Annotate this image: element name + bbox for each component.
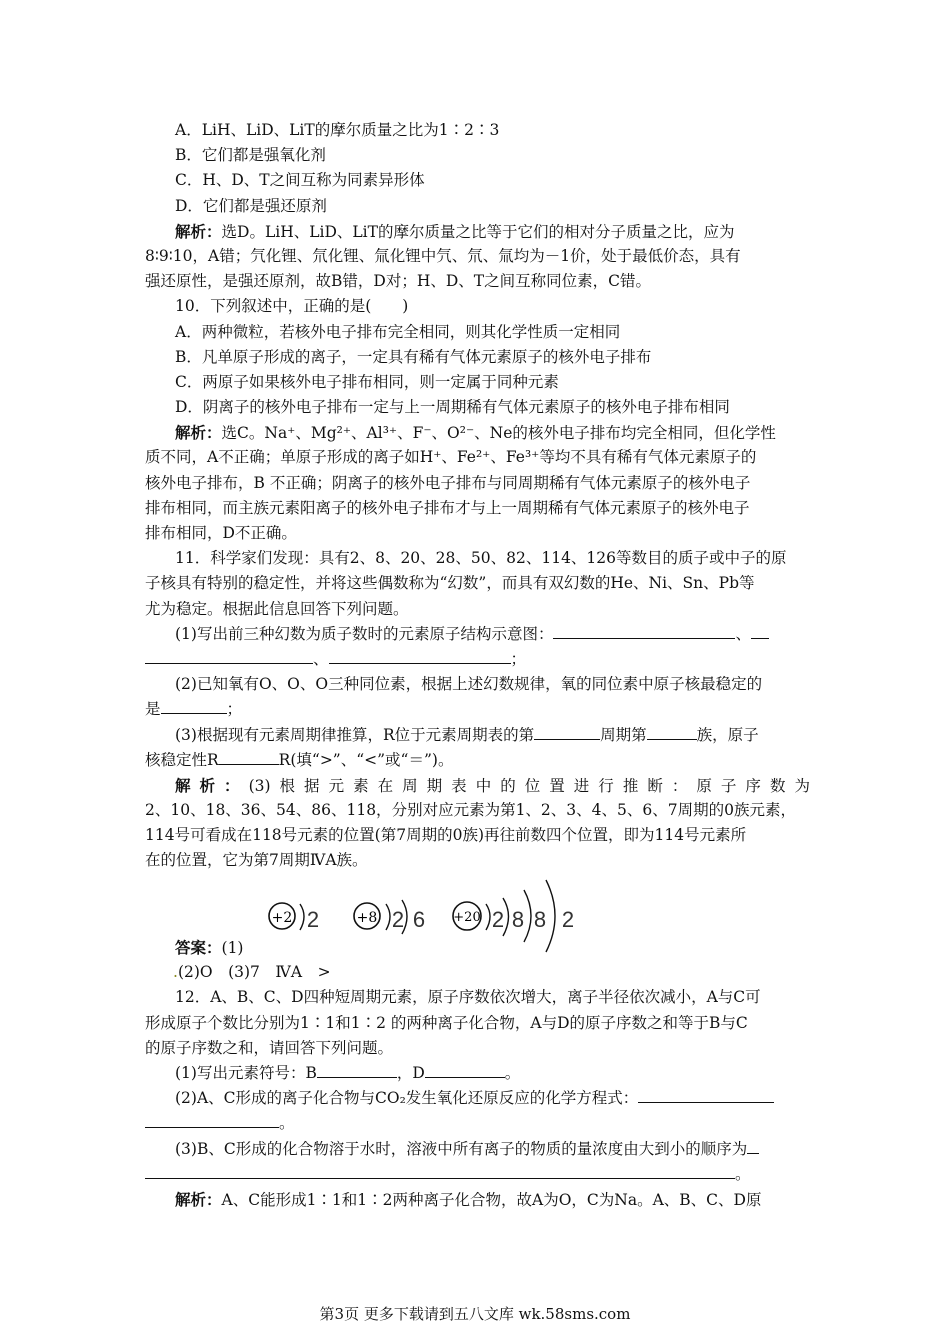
nucleus-charge: +20 [453,910,481,925]
answer-blank [145,1111,279,1128]
q11-analysis-line-2: 2、10、18、36、54、86、118，分别对应元素为第1、2、3、4、5、6、7周期的0族元素， [145,801,796,820]
separator: 、 [313,649,329,668]
shell-electrons: 2 [561,907,575,932]
q10-option-d: D．阴离子的核外电子排布一定与上一周期稀有气体元素原子的核外电子排布相同 [175,398,730,417]
q9-option-a: A．LiH、LiD、LiT的摩尔质量之比为1∶2∶3 [175,121,500,139]
part-text: (3)B、C形成的化合物溶于水时，溶液中所有离子的物质的量浓度由大到小的顺序为 [175,1139,748,1158]
q11-answer-line-1 [145,935,810,960]
q12-stem-line-3: 的原子序数之和，请回答下列问题。 [145,1038,394,1057]
answer-blank [329,647,511,664]
q12-part3-line-2 [145,1162,810,1187]
atom-diagram-o [354,900,425,934]
q12-part3-line-1 [145,1137,810,1162]
part-text: ，D [396,1063,425,1082]
q10-analysis-line-4: 排布相同，而主族元素阳离子的核外电子排布才与上一周期稀有气体元素原子的核外电子 [145,498,750,517]
answer-blank [145,647,313,664]
analysis-label: 解析： [175,423,222,443]
q11-part2-line-2 [145,697,810,722]
part-text: R(填“>”、“<”或“＝”)。 [278,750,454,769]
analysis-label: 解析： [175,1189,222,1209]
q12-part1 [145,1061,810,1086]
analysis-label: 解析： [175,221,222,241]
part-text: 族，原子 [696,725,759,744]
shell-electrons: 2 [491,907,505,932]
page-footer: 第3页 更多下载请到五八文库 wk.58sms.com [319,1305,631,1323]
part-text: 。 [279,1114,295,1133]
shell-electrons: 2 [306,907,320,932]
q10-analysis-line-2: 质不同，A不正确；单原子形成的离子如H⁺、Fe²⁺、Fe³⁺等均不具有稀有气体元素原子的 [145,448,757,467]
q11-part1-line-1 [145,622,810,647]
answer-label: 答案： [175,938,222,957]
q9-analysis-line-1 [145,219,810,244]
dot-mark: . [173,963,178,982]
q10-stem: 10．下列叙述中，正确的是( ) [175,297,409,316]
part-text: 周期第 [600,725,647,744]
separator: ； [510,649,527,668]
q10-option-c: C．两原子如果核外电子排布相同，则一定属于同种元素 [175,372,559,391]
nucleus-charge: +8 [356,910,378,926]
q11-part3-line-1 [145,723,810,748]
answer-text: (1) [221,939,244,957]
separator: 、 [735,624,751,643]
q9-option-d: D．它们都是强还原剂 [175,196,327,215]
answer-blank [647,723,697,740]
q9-analysis-line-3: 强还原性，是强还原剂，故B错，D对；H、D、T之间互称同位素，C错。 [145,272,651,291]
answer-blank [145,1162,735,1179]
shell-electrons: 6 [412,907,426,932]
q10-analysis-line-5: 排布相同，D不正确。 [145,524,297,542]
q11-part1-line-2 [145,647,810,672]
q11-part2-line-1: (2)已知氧有O、O、O三种同位素，根据上述幻数规律，氧的同位素中原子核最稳定的 [175,675,763,694]
answer-blank [317,1061,397,1078]
answer-text: (2)O (3)7 ⅣA > [177,963,331,982]
answer-blank [425,1061,505,1078]
q12-stem-line-1: 12．A、B、C、D四种短周期元素，原子序数依次增大，离子半径依次减小，A与C可 [175,988,761,1007]
q11-stem-line-2: 子核具有特别的稳定性，并将这些偶数称为“幻数”，而具有双幻数的He、Ni、Sn、Pb等 [145,574,755,593]
analysis-text: 选C。Na⁺、Mg²⁺、Al³⁺、F⁻、O²⁻、Ne的核外电子排布均完全相同，但化学性 [221,424,776,443]
q9-analysis-line-2: 8∶9∶10，A错；氕化锂、氘化锂、氚化锂中氕、氘、氚均为－1价，处于最低价态，具有 [145,246,741,265]
part-text: 。 [735,1164,751,1183]
q12-analysis-line-1 [145,1187,810,1212]
shell-electrons: 8 [511,907,525,932]
analysis-label: 解析： [175,775,249,795]
q11-analysis-line-4: 在的位置，它为第7周期ⅣA族。 [145,851,368,870]
part-text: (1)写出元素符号：B [175,1063,317,1082]
part-text: 。 [504,1063,521,1082]
q11-stem-line-1: 11．科学家们发现：具有2、8、20、28、50、82、114、126等数目的质子或中子的原 [175,549,787,568]
shell-electrons: 8 [533,907,547,932]
q12-stem-line-2: 形成原子个数比分别为1∶1和1∶2 的两种离子化合物，A与D的原子序数之和等于B与C [145,1013,748,1032]
answer-blank [553,622,735,639]
analysis-text: A、C能形成1∶1和1∶2两种离子化合物，故A为O，C为Na。A、B、C、D原 [221,1190,762,1209]
electron-shell-arc [300,904,304,930]
analysis-text: 选D。LiH、LiD、LiT的摩尔质量之比等于它们的相对分子质量之比，应为 [221,222,735,241]
q10-option-b: B．凡单原子形成的离子，一定具有稀有气体元素原子的核外电子排布 [175,347,652,366]
analysis-text: (3)根据元素在周期表中的位置进行推断：原子序数为 [248,776,810,795]
q9-option-b: B．它们都是强氧化剂 [175,146,326,165]
nucleus-charge: +2 [271,910,293,926]
answer-blank [747,1137,759,1154]
q11-stem-line-3: 尤为稳定。根据此信息回答下列问题。 [145,599,409,618]
part-text: (2)A、C形成的离子化合物与CO₂发生氧化还原反应的化学方程式： [175,1089,639,1108]
atom-diagram-he [269,903,319,932]
q10-analysis-line-1 [145,420,810,445]
answer-blank [638,1086,774,1103]
electron-shell-arc [486,904,490,930]
part-text: 是 [145,700,161,719]
document-body [145,118,810,874]
electron-shell-arc [386,904,390,930]
answer-blank [534,723,600,740]
part-text: (3)根据现有元素周期律推算，R位于元素周期表的第 [175,725,535,744]
separator: ； [226,700,243,719]
answer-blank [219,748,279,765]
shell-electrons: 2 [391,907,405,932]
q11-part3-line-2 [145,748,810,773]
q10-option-a: A．两种微粒，若核外电子排布完全相同，则其化学性质一定相同 [175,322,621,341]
q10-analysis-line-3: 核外电子排布，B 不正确；阴离子的核外电子排布与同周期稀有气体元素原子的核外电子 [145,473,751,492]
q12-part2-line-1 [145,1086,810,1111]
part-text: 核稳定性R [145,750,219,769]
part-text: (1)写出前三种幻数为质子数时的元素原子结构示意图： [175,624,554,643]
q11-analysis-line-1 [145,773,810,798]
answer-blank [751,622,769,639]
q11-answer-line-2 [145,960,810,985]
q12-part2-line-2 [145,1111,810,1136]
document-body-continued [145,935,810,1212]
q9-option-c: C．H、D、T之间互称为同素异形体 [175,171,425,190]
answer-blank [161,697,227,714]
q11-analysis-line-3: 114号可看成在118号元素的位置(第7周期的0族)再往前数四个位置，即为114号元素所 [145,826,747,845]
